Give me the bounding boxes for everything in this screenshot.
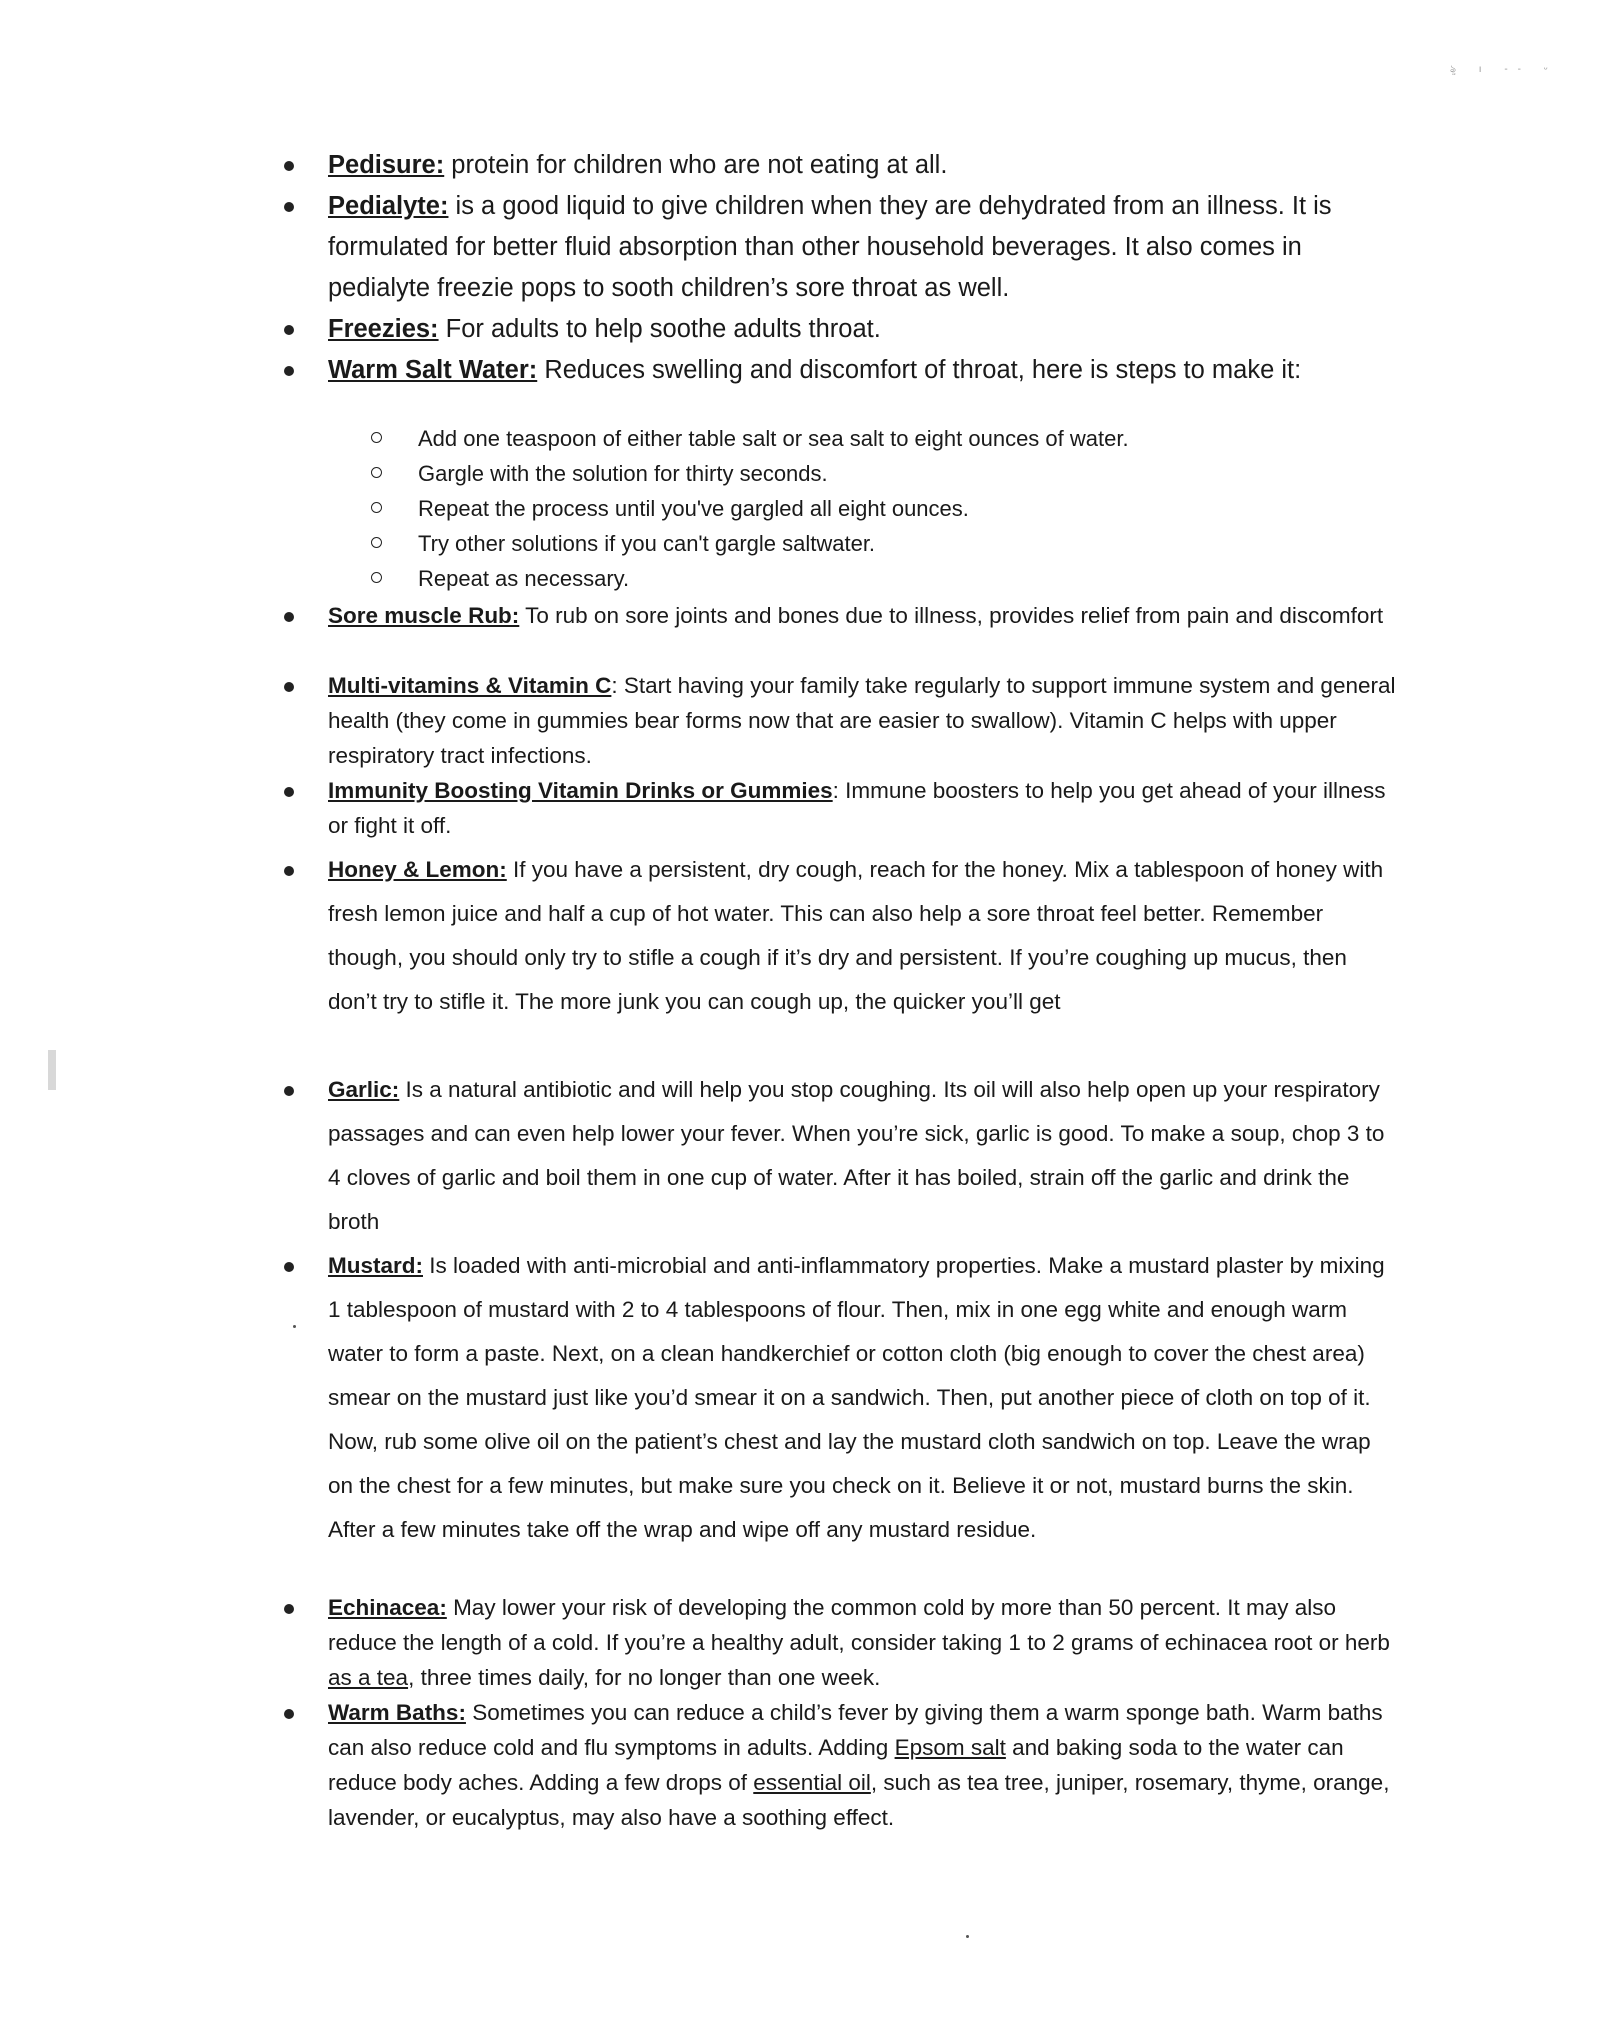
list-item-mustard (328, 1244, 1398, 1552)
bullet (284, 1086, 294, 1096)
sub-item-text: Repeat as necessary. (418, 566, 630, 591)
margin-scan-mark (48, 1050, 56, 1090)
list-item-pedisure (328, 145, 1398, 186)
sub-item-text: Try other solutions if you can't gargle saltwater. (418, 531, 876, 556)
circle-bullet-icon (371, 432, 382, 443)
bullet (284, 1262, 294, 1272)
item-term: Pedialyte: (328, 192, 449, 220)
item-text: To rub on sore joints and bones due to illness, provides relief from pain and discomfort (519, 603, 1384, 628)
item-text: Reduces swelling and discomfort of throat, here is steps to make it: (537, 356, 1302, 384)
item-term: Sore muscle Rub: (328, 603, 520, 628)
circle-bullet-icon (371, 572, 382, 583)
item-term: Multi-vitamins & Vitamin C (328, 673, 612, 698)
bullet (284, 787, 294, 797)
bullet (284, 202, 294, 212)
item-text: , such as tea tree, juniper, rosemary, thyme, orange, lavender, or eucalyptus, may also have a soothing effect. (328, 1770, 1390, 1830)
list-item-echinacea (328, 1590, 1398, 1695)
bullet (284, 612, 294, 622)
item-text: If you have a persistent, dry cough, reach for the honey. Mix a tablespoon of honey with fresh lemon juice and half a cup of hot water. This can also help a sore throat feel better. Remember though, you should only try to stifle a cough if it’s dry and persistent. If you’re coughing up mucus, then don’t try to stifle it. The more junk you can cough up, the quicker you’ll get (328, 857, 1384, 1014)
stray-dot (966, 1935, 969, 1938)
item-text: For adults to help soothe adults throat. (438, 315, 881, 343)
item-text: : Start having your family take regularly to support immune system and general health (they come in gummies bear forms now that are easier to swallow). Vitamin C helps with upper respiratory tract infections. (328, 673, 1396, 768)
stray-dot (293, 1325, 296, 1328)
item-text: and baking soda to the water can reduce body aches. Adding a few drops of (328, 1735, 1344, 1795)
item-text: : Immune boosters to help you get ahead of your illness or fight it off. (328, 778, 1386, 838)
item-text: May lower your risk of developing the common cold by more than 50 percent. It may also reduce the length of a cold. If you’re a healthy adult, consider taking 1 to 2 grams of echinacea root or herb (328, 1595, 1390, 1655)
item-text: , three times daily, for no longer than one week. (408, 1665, 881, 1690)
list-item-garlic (328, 1068, 1398, 1244)
bullet (284, 325, 294, 335)
circle-bullet-icon (371, 537, 382, 548)
item-term: Garlic: (328, 1077, 400, 1102)
item-text: Sometimes you can reduce a child’s fever by giving them a warm sponge bath. Warm baths can also reduce cold and flu symptoms in adults. Adding (328, 1700, 1383, 1760)
item-term: Warm Salt Water: (328, 356, 538, 384)
essential-oil-link[interactable]: essential oil (753, 1770, 871, 1795)
list-item-warm-baths (328, 1695, 1398, 1835)
bullet (284, 866, 294, 876)
item-term: Honey & Lemon: (328, 857, 507, 882)
item-term: Freezies: (328, 315, 439, 343)
item-term: Mustard: (328, 1253, 423, 1278)
scan-marks: ৡ ı -- ᵕ (1450, 64, 1558, 75)
bullet (284, 161, 294, 171)
sub-item-text: Repeat the process until you've gargled all eight ounces. (418, 496, 969, 521)
list-item-freezies (328, 309, 1398, 350)
item-term: Echinacea: (328, 1595, 447, 1620)
list-item-sore-muscle-rub (328, 598, 1398, 633)
bullet (284, 366, 294, 376)
bullet (284, 1604, 294, 1614)
sub-item-text: Add one teaspoon of either table salt or sea salt to eight ounces of water. (418, 426, 1129, 451)
bullet (284, 682, 294, 692)
circle-bullet-icon (371, 502, 382, 513)
item-text: is a good liquid to give children when they are dehydrated from an illness. It is formulated for better fluid absorption than other household beverages. It also comes in pedialyte freezie pops to sooth children’s sore throat as well. (328, 192, 1332, 302)
item-text: Is a natural antibiotic and will help you stop coughing. Its oil will also help open up your respiratory passages and can even help lower your fever. When you’re sick, garlic is good. To make a soup, chop 3 to 4 cloves of garlic and boil them in one cup of water. After it has boiled, strain off the garlic and drink the broth (328, 1077, 1385, 1234)
item-text: Is loaded with anti-microbial and anti-inflammatory properties. Make a mustard plaster by mixing 1 tablespoon of mustard with 2 to 4 tablespoons of flour. Then, mix in one egg white and enough warm water to form a paste. Next, on a clean handkerchief or cotton cloth (big enough to cover the chest area) smear on the mustard just like you’d smear it on a sandwich. Then, put another piece of cloth on top of it. Now, rub some olive oil on the patient’s chest and lay the mustard cloth sandwich on top. Leave the wrap on the chest for a few minutes, but make sure you check on it. Believe it or not, mustard burns the skin. After a few minutes take off the wrap and wipe off any mustard residue. (328, 1253, 1385, 1542)
list-item-immunity-boosting (328, 773, 1398, 843)
list-item-multi-vitamins (328, 668, 1398, 773)
as-a-tea-link[interactable]: as a tea (328, 1665, 409, 1690)
list-item-pedialyte (328, 186, 1398, 309)
bullet (284, 1709, 294, 1719)
item-text: protein for children who are not eating at all. (444, 151, 948, 179)
item-term: Immunity Boosting Vitamin Drinks or Gummies (328, 778, 833, 803)
list-item-honey-lemon (328, 848, 1398, 1024)
circle-bullet-icon (371, 467, 382, 478)
item-term: Warm Baths: (328, 1700, 466, 1725)
epsom-salt-link[interactable]: Epsom salt (894, 1735, 1006, 1760)
item-term: Pedisure: (328, 151, 445, 179)
list-item-warm-salt-water (328, 350, 1398, 391)
sub-item-text: Gargle with the solution for thirty seconds. (418, 461, 828, 486)
